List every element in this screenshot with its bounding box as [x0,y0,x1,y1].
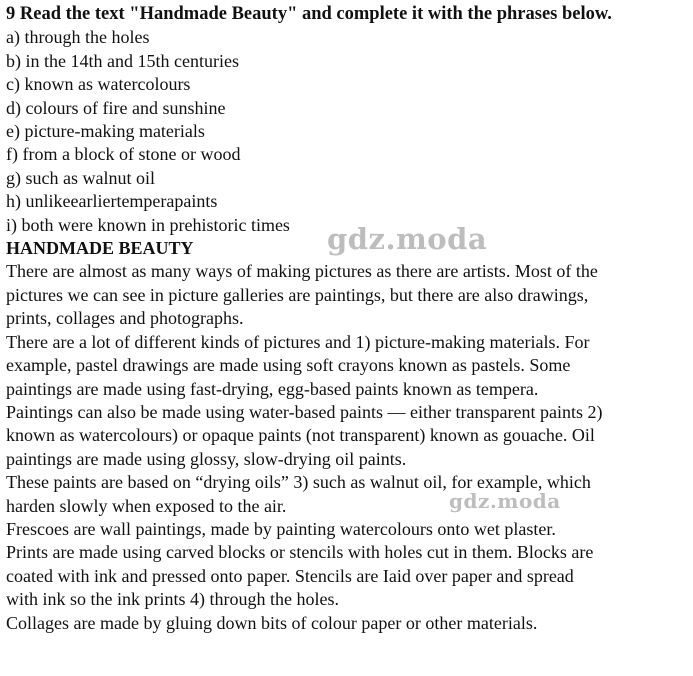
watermark: gdz.moda [449,489,561,513]
article-line: with ink so the ink prints 4) through the holes. [6,589,339,610]
article-line: prints, collages and photographs. [6,308,244,329]
article-line: paintings are made using fast-drying, egg-based paints known as tempera. [6,378,539,399]
watermark: gdz.moda [327,222,488,256]
option-item: a) through the holes [6,27,150,48]
article-line: There are almost as many ways of making pictures as there are artists. Most of the [6,261,598,282]
article-line: harden slowly when exposed to the air. [6,495,287,516]
option-item: e) picture-making materials [6,121,205,142]
article-line: Collages are made by gluing down bits of colour paper or other materials. [6,612,538,633]
exercise-page [6,3,690,635]
article-line: pictures we can see in picture galleries are paintings, but there are also drawings, [6,284,589,305]
article-heading: HANDMADE BEAUTY [6,238,194,259]
article-line: known as watercolours) or opaque paints (not transparent) known as gouache. Oil [6,425,595,446]
task-title: 9 Read the text "Handmade Beauty" and complete it with the phrases below. [6,4,612,24]
article-line: coated with ink and pressed onto paper. Stencils are Iaid over paper and spread [6,565,574,586]
option-item: f) from a block of stone or wood [6,144,241,165]
article-line: Paintings can also be made using water-based paints — either transparent paints 2) [6,401,603,422]
option-item: h) unlikeearliertemperapaints [6,191,218,212]
option-item: c) known as watercolours [6,74,191,95]
article-line: paintings are made using glossy, slow-drying oil paints. [6,448,407,469]
option-item: d) colours of fire and sunshine [6,97,226,118]
option-item: b) in the 14th and 15th centuries [6,50,239,71]
article-line: Frescoes are wall paintings, made by painting watercolours onto wet plaster. [6,518,556,539]
article-line: There are a lot of different kinds of pictures and 1) picture-making materials. For [6,331,590,352]
article-line: Prints are made using carved blocks or stencils with holes cut in them. Blocks are [6,542,594,563]
article-line: example, pastel drawings are made using soft crayons known as pastels. Some [6,355,571,376]
option-item: i) both were known in prehistoric times [6,214,290,235]
option-item: g) such as walnut oil [6,167,155,188]
article-line: These paints are based on “drying oils” 3) such as walnut oil, for example, which [6,472,591,493]
